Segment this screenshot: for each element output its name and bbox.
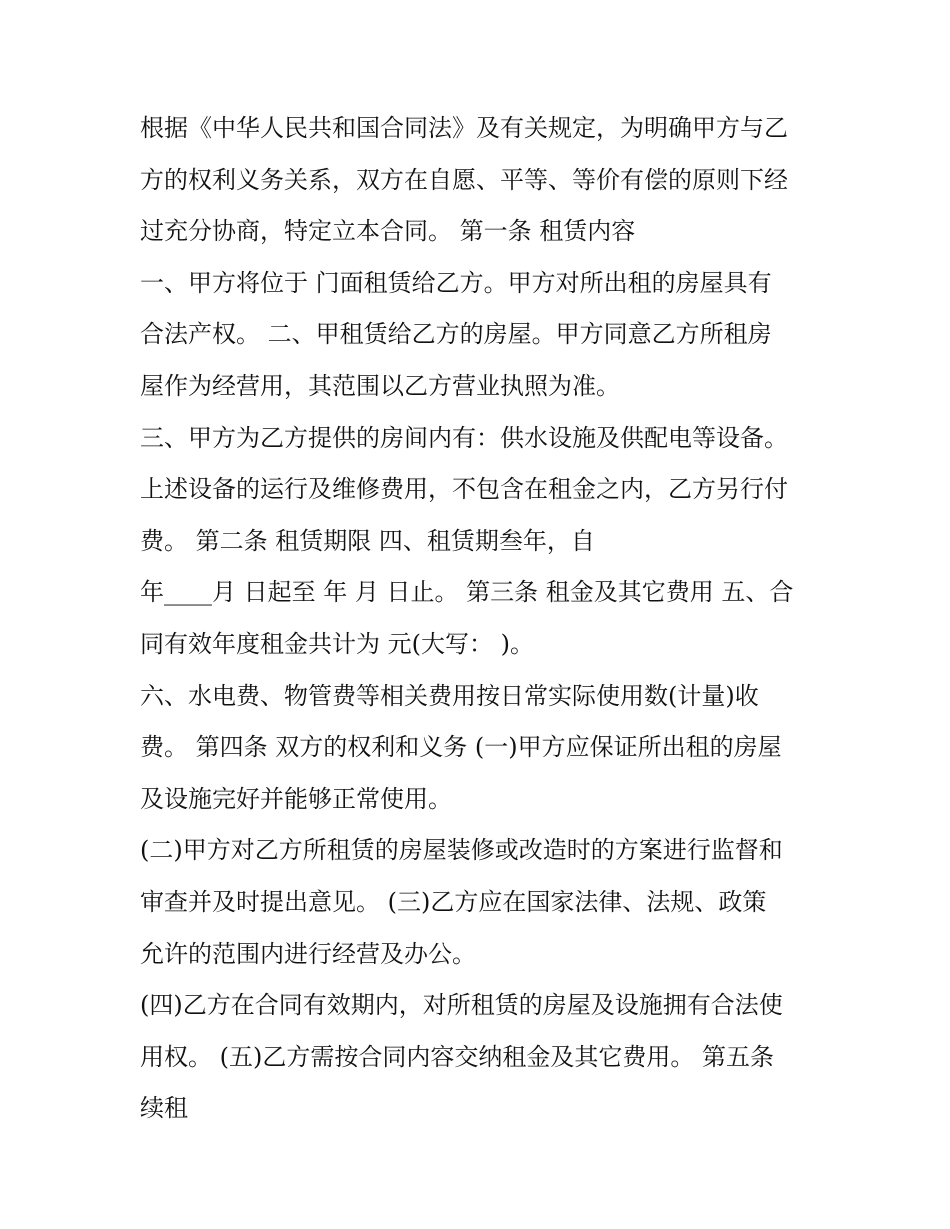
text-line: 屋作为经营用，其范围以乙方营业执照为准。 bbox=[140, 371, 620, 400]
text-line: 及设施完好并能够正常使用。 bbox=[140, 784, 452, 813]
text-line: 续租 bbox=[140, 1094, 188, 1123]
text-line: 费。 第四条 双方的权利和义务 (一)甲方应保证所出租的房屋 bbox=[140, 733, 782, 762]
document-body bbox=[140, 103, 820, 1135]
text-line: 费。 第二条 租赁期限 四、租赁期叁年，自 bbox=[140, 526, 595, 555]
text-line: 根据《中华人民共和国合同法》及有关规定，为明确甲方与乙 bbox=[140, 114, 788, 142]
text-line: 一、甲方将位于 门面租赁给乙方。甲方对所出租的房屋具有 bbox=[140, 268, 772, 297]
text-line: 过充分协商，特定立本合同。 第一条 租赁内容 bbox=[140, 217, 636, 246]
text-line: 同有效年度租金共计为 元(大写： )。 bbox=[140, 629, 534, 658]
text-line: 用权。 (五)乙方需按合同内容交纳租金及其它费用。 第五条 bbox=[140, 1042, 774, 1071]
text-line: 上述设备的运行及维修费用，不包含在租金之内，乙方另行付 bbox=[140, 475, 788, 504]
text-line: (四)乙方在合同有效期内，对所租赁的房屋及设施拥有合法使 bbox=[140, 991, 783, 1020]
text-line: 审查并及时提出意见。 (三)乙方应在国家法律、法规、政策 bbox=[140, 887, 767, 916]
text-line: 合法产权。 二、甲租赁给乙方的房屋。甲方同意乙方所租房 bbox=[140, 320, 772, 349]
text-line: 三、甲方为乙方提供的房间内有：供水设施及供配电等设备。 bbox=[140, 423, 788, 452]
text-line: 年____月 日起至 年 月 日止。 第三条 租金及其它费用 五、合 bbox=[140, 578, 794, 607]
text-line: 六、水电费、物管费等相关费用按日常实际使用数(计量)收 bbox=[140, 681, 759, 710]
text-line: (二)甲方对乙方所租赁的房屋装修或改造时的方案进行监督和 bbox=[140, 836, 783, 865]
text-line: 允许的范围内进行经营及办公。 bbox=[140, 939, 476, 968]
text-line: 方的权利义务关系，双方在自愿、平等、等价有偿的原则下经 bbox=[140, 165, 788, 194]
